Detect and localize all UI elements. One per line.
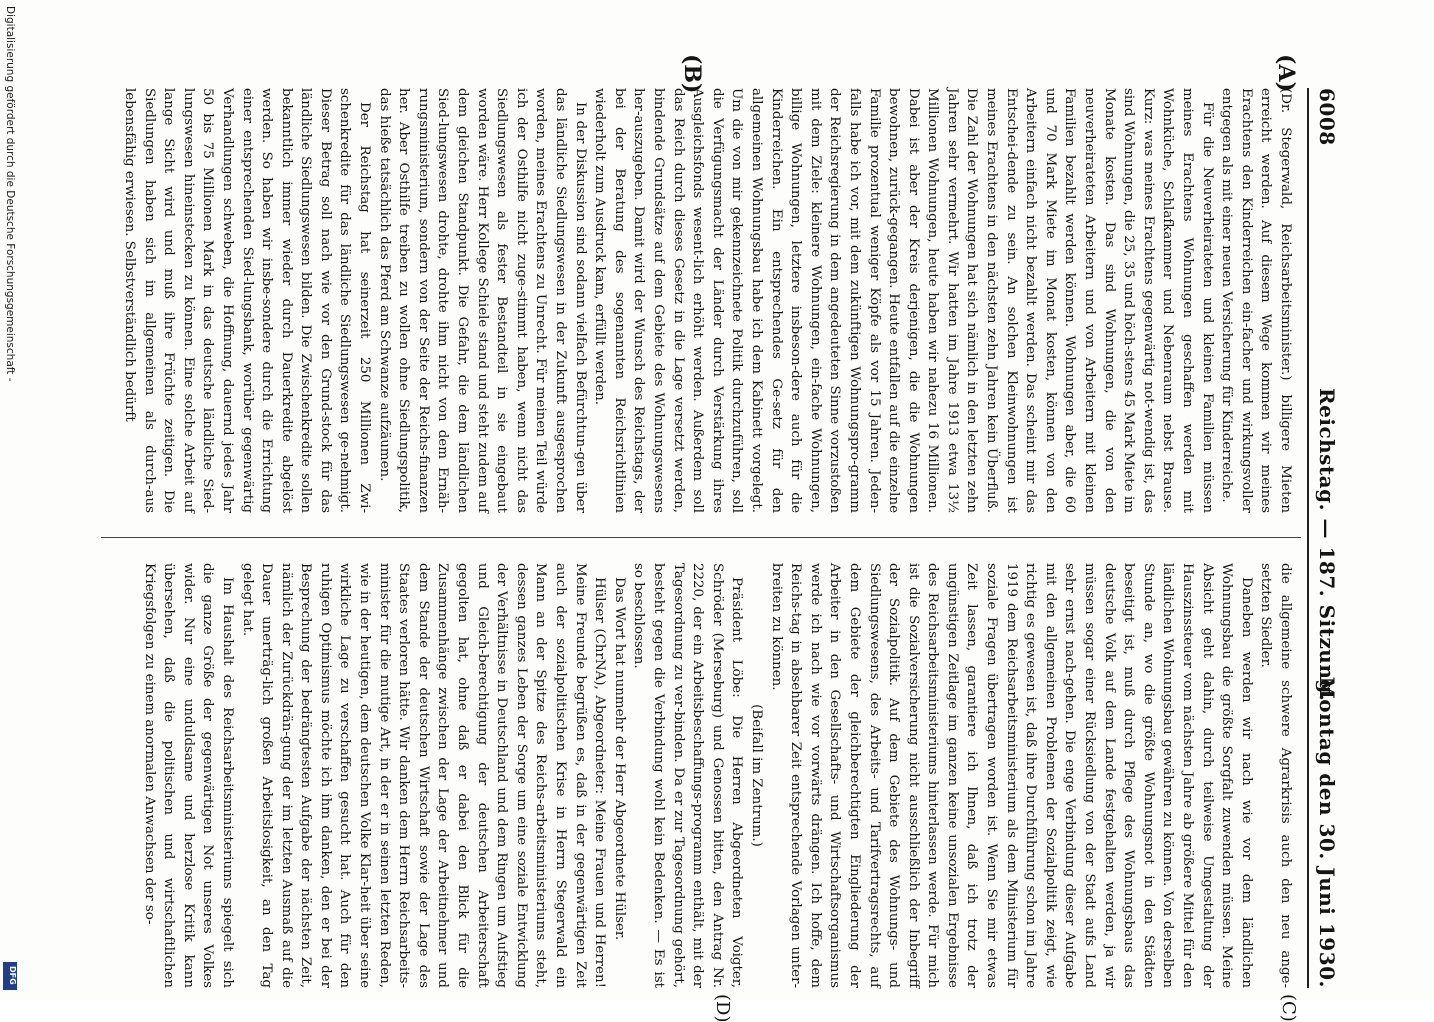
paragraph: Hülser (ChrNA), Abgeordneter: Meine Frauen und Herren! Meine Freunde begrüßen es, daß in der gegenwärtigen Zeit auch der sozialpolitischen Krise in Herrn Stegerwald ein Mann an der Spitze des Reichs-arbeitsministeriums steht, dessen ganzes Leben der Sorge um eine soziale Entwicklung der Verhältnisse in Deutschland und dem Ringen um Aufstieg und Gleich-berechtigung der deutschen Arbeiterschaft gegolten hat, ohne daß er dabei den Blick für die Zusammenhänge zwischen der Lage der Arbeitnehmer und dem Stande der deutschen Wirtschaft sowie der Lage des Staates verloren hätte. Wir danken dem Herrn Reichsarbeits-minister für die mutige Art, in der er in seinen letzten Reden, wie in der heutigen, dem deutschen Volke Klar-heit über seine wirkliche Lage zu verschaffen gesucht hat. Auch für den ruhigen Optimismus möchte ich ihm danken, den er bei der Besprechung der bedrängtesten Aufgabe der nächsten Zeit, nämlich der Zurückdrän-gung der im letzten Ausmaß auf die Dauer unerträg-lich großen Arbeitslosigkeit, an den Tag gelegt hat. — [239, 563, 608, 988]
right-text-column — [105, 563, 1295, 988]
margin-marker-d: (D) — [712, 994, 733, 1022]
rotated-page-content — [95, 54, 1345, 1022]
paragraph: Präsident Löbe: Die Herren Abgeordneten Voigter, Schröder (Merseburg) und Genossen bitten, den Antrag Nr. 2220, der ein Arbeitsbeschaffungs-programm enthält, mit der Tagesordnung zu ver-binden. Da er zur Tagesordnung gehört, besteht gegen die Verbindung wohl kein Bedenken. — Es ist so beschlossen. — [631, 563, 745, 988]
paragraph: Der Reichstag hat seinerzeit 250 Millionen Zwi-schenkredite für das ländliche Siedlungswesen ge-nehmigt. Dieser Betrag soll nach wie vor den Grund-stock für das ländliche Siedlungswesen bilden. Die Zwischenkredite sollen bekanntlich immer wieder durch Dauerkredite abgelöst werden. So haben wir insbe-sondere durch die Errichtung einer entsprechenden Sied-lungsbank, worüber gegenwärtig Verhandlungen schweben, die Hoffnung, dauernd jedes Jahr 50 bis 75 Millionen Mark in das deutsche ländliche Sied-lungswesen hineinstecken zu können. Eine solche Arbeit auf lange Sicht wird und muß ihre Früchte zeitigen. Die Siedlungen haben sich im allgemeinen als durch-aus lebensfähig erwiesen. Selbstverständlich bedürft — [121, 88, 373, 513]
page-number: 6008 — [1315, 88, 1339, 146]
session-title: Reichstag. — 187. Sitzung. — [1315, 388, 1339, 702]
header-rule — [1307, 88, 1309, 988]
page-header — [1309, 88, 1345, 988]
margin-marker-c: (C) — [1278, 994, 1299, 1022]
digitization-credit-text: Digitalisierung gefördert durch die Deutsche Forschungsgemeinschaft - — [4, 6, 16, 382]
paragraph: die allgemeine schwere Agrarkrisis auch den neu ange-setzten Siedler. — [1258, 563, 1293, 988]
paragraph: Im Haushalt des Reichsarbeitsministeriums spiegelt sich die ganze Größe der gegenwärtigen Not unseres Volkes wider. Nur eine unduldsame und herzlose Kritik kann übersehen, daß die politischen und wirtschaftlichen Kriegsfolgen zu einem anormalen Anwachsen der so- — [141, 563, 235, 988]
left-text-column — [105, 88, 1295, 513]
paragraph: Für die Neuverheirateten und kleinen Familien müssen meines Erachtens Wohnungen geschaffen werden mit Wohnküche, Schlafkammer und Nebenraum nebst Brause. Kurz: was meines Erachtens gegenwärtig not-wendig ist, das sind Wohnungen, die 25, 35 und höch-stens 45 Mark Miete im Monate kosten. Das sind Wohnungen, die von den neuverheirateten Arbeitern und von Arbeitern mit kleinen Familien bezahlt werden können. Wohnungen aber, die 60 und 70 Mark Miete im Monat kosten, können von den Arbeitern einfach nicht bezahlt werden. Das scheint mir das Entschei-dende zu sein. An solchen Kleinwohnungen ist meines Erachtens in den nächsten zehn Jahren kein Überfluß. Die Zahl der Wohnungen hat sich nämlich in den letzten zehn Jahren sehr vermehrt. Wir hatten im Jahre 1913 etwa 13½ Millionen Wohnungen, heute haben wir nahezu 16 Millionen. Dabei ist aber der Kreis derjenigen, die die Wohnungen bewohnen, zurück-gegangen. Heute entfallen auf die einzelne Familie prozentual weniger Köpfe als vor 15 Jahren. Jeden-falls habe ich vor, mit dem zukünftigen Wohnungspro-gramm der Reichsregierung in dem angedeuteten Sinne vorzustoßen mit dem Ziele: kleinere Wohnungen, ein-fache Wohnungen, billige Wohnungen, letztere insbeson-dere auch für die Kinderreichen. Ein entsprechendes Ge-setz für den allgemeinen Wohnungsbau habe ich dem Kabinett vorgelegt. Um die von mir gekennzeichnete Politik durchzuführen, soll die Verfügungsmacht der Länder durch Verstärkung ihres Ausgleichsfonds wesent-lich erhöht werden. Außerdem soll das Reich durch dieses Gesetz in die Lage versetzt werden, bindende Grundsätze auf dem Gebiete des Wohnungswesens her-auszugeben. Damit wird der Wunsch des Reichstags, der bei der Beratung des sogenannten Reichsrichtlinien wiederholt zum Ausdruck kam, erfüllt werden. — [592, 88, 1215, 513]
column-divider — [101, 537, 1301, 538]
session-date: Montag den 30. Juni 1930. — [1315, 676, 1339, 988]
paragraph: Das Wort hat nunmehr der Herr Abgeordnete Hülser. — [611, 577, 627, 941]
digitization-credit-bar — [0, 0, 24, 1000]
paragraph: In der Diskussion sind sodann vielfach Befürchtun-gen über das ländliche Siedlungswesen in der Zukunft ausgesprochen worden, meines Erachtens zu Unrecht. Für meinen Teil würde ich der Osthilfe nicht zuge-stimmt haben, wenn nicht das Siedlungswesen als fester Bestandteil in sie eingebaut worden wäre. Herr Kollege Schiele stand und steht zudem auf dem gleichen Standpunkt. Die Gefahr, die dem ländlichen Sied-lungswesen drohte, drohte ihm nicht von dem Ernäh-rungsministerium, sondern von der Seite der Reichs-finanzen her. Aber Osthilfe treiben zu wollen ohne Siedlungspolitik, das hieße tatsächlich das Pferd am Schwanze aufzäumen. — [376, 88, 588, 513]
dfg-logo — [3, 962, 17, 990]
paragraph: (Dr. Stegerwald, Reichsarbeitsminister.) billigere Mieten erreicht werden. Auf diesem Wege kommen wir meines Erachtens den Kinderreichen ein-facher und wirkungsvoller entgegen als mit einer neuen Versicherung für Kinderreiche. — [1219, 88, 1293, 513]
margin-marker-a: (A) — [1273, 54, 1299, 92]
paragraph: Daneben werden wir nach wie vor dem ländlichen Wohnungsbau die größte Sorgfalt zuwenden müssen. Meine Absicht geht dahin, durch teilweise Umgestaltung der Hauszinssteuer vom nächsten Jahre ab größere Mittel für den ländlichen Wohnungsbau gewähren zu können. Von derselben Stunde an, wo die größte Wohnungsnot in den Städten beseitigt ist, muß durch Pflege des Wohnungsbaus das deutsche Volk auf dem Lande festgehalten werden, ja wir müssen sogar einer Rücksiedlung von der Stadt aufs Land sehr ernst nach-gehen. Die enge Verbindung dieser Aufgabe mit den allgemeinen Problemen der Sozialpolitik zeigt, wie richtig es gewesen ist, daß ihre Durchführung schon im Jahre 1919 dem Reichsarbeitsministerium als dem Ministerium für soziale Fragen übertragen worden ist. Wenn Sie mir etwas Zeit lassen, garantiere ich Ihnen, daß ich trotz der ungünstigen Zeitlage im ganzen keine unsozialen Ergebnisse des Reichsarbeitsministeriums hinterlassen werde. Für mich ist die Sozialversicherung nicht ausschließlich der Inbegriff der Sozialpolitik. Auf dem Gebiete des Wohnungs- und Siedlungswesens, des Arbeits- und Tarifvertragsrechts, auf dem Gebiete der gleichberechtigten Eingliederung der Arbeiter in den Gesellschafts- und Wirtschaftsorganismus werde ich nach wie vor vorwärts drängen. Ich hoffe, dem Reichs-tag in absehbarer Zeit entsprechende Vorlagen unter-breiten zu können. — [768, 563, 1254, 988]
applause-note: (Beifall im Zentrum.) — [748, 704, 764, 847]
margin-marker-b: (B) — [679, 54, 705, 94]
dfg-logo-text: DFG — [8, 966, 17, 985]
